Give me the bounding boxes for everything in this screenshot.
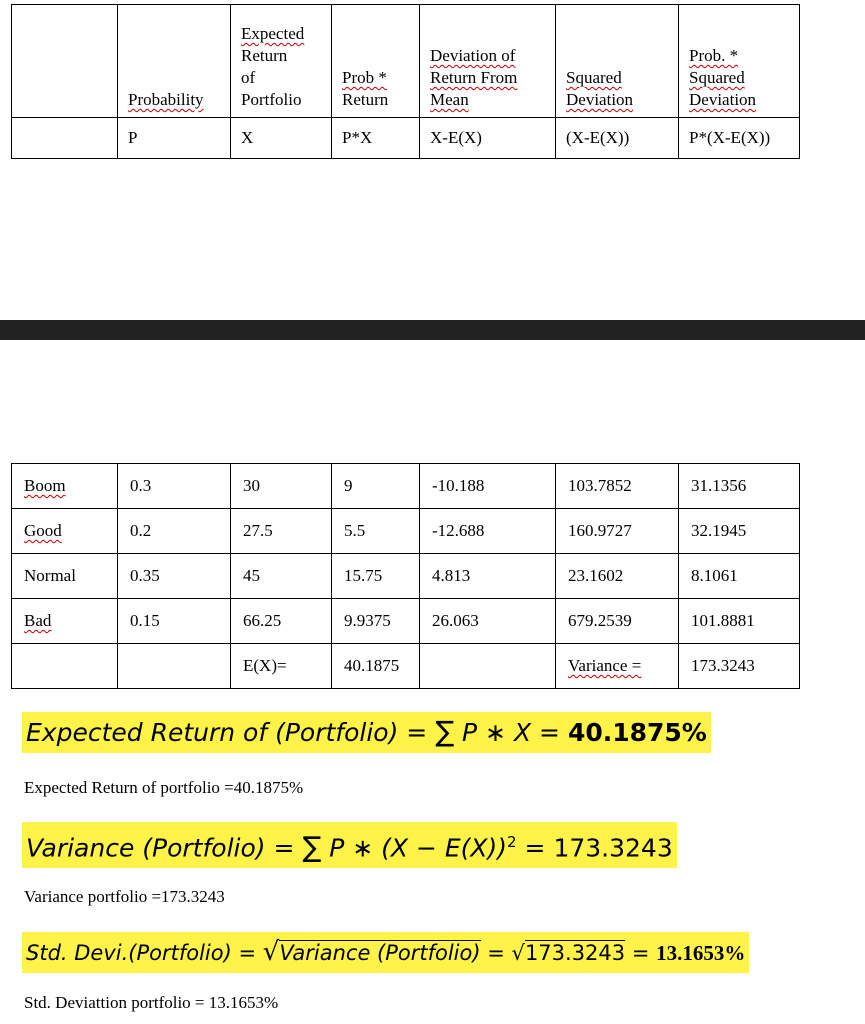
scenario-cell: Normal xyxy=(12,554,118,599)
symbol-cell xyxy=(12,118,118,159)
symbol-cell: (X-E(X)) xyxy=(556,118,679,159)
symbol-cell: P xyxy=(118,118,231,159)
table-cell: 31.1356 xyxy=(679,464,800,509)
table-cell: 30 xyxy=(231,464,332,509)
expected-return-text: Expected Return of portfolio =40.1875% xyxy=(24,778,304,797)
stddev-result: 13.1653% xyxy=(656,941,746,965)
header-prob-return: Prob * Return xyxy=(332,5,420,118)
header-prob-squared-deviation: Prob. * Squared Deviation xyxy=(679,5,800,118)
symbol-row xyxy=(12,118,800,159)
table-cell: 103.7852 xyxy=(556,464,679,509)
table-cell: 0.2 xyxy=(118,509,231,554)
table-cell: -12.688 xyxy=(420,509,556,554)
table-cell: 32.1945 xyxy=(679,509,800,554)
header-row xyxy=(12,5,800,118)
table-cell: 26.063 xyxy=(420,599,556,644)
variance-value: 173.3243 xyxy=(679,644,800,689)
table-cell xyxy=(420,644,556,689)
expected-return-result: 40.1875% xyxy=(567,718,707,747)
table-cell: 160.9727 xyxy=(556,509,679,554)
expected-label: E(X)= xyxy=(231,644,332,689)
stddev-text: Std. Deviattion portfolio = 13.1653% xyxy=(24,993,279,1012)
table-cell: -10.188 xyxy=(420,464,556,509)
table-cell: 27.5 xyxy=(231,509,332,554)
variance-result: 173.3243 xyxy=(553,833,673,863)
table-cell: 8.1061 xyxy=(679,554,800,599)
table-cell xyxy=(12,644,118,689)
symbol-cell: X xyxy=(231,118,332,159)
table-cell: 23.1602 xyxy=(556,554,679,599)
table-cell: 4.813 xyxy=(420,554,556,599)
scenario-cell: Boom xyxy=(12,464,118,509)
table-cell: 679.2539 xyxy=(556,599,679,644)
variance-text: Variance portfolio =173.3243 xyxy=(24,887,225,906)
divider-bar xyxy=(0,320,865,340)
scenario-cell: Good xyxy=(12,509,118,554)
table-cell: 0.3 xyxy=(118,464,231,509)
symbol-cell: P*(X-E(X)) xyxy=(679,118,800,159)
table-cell: 9 xyxy=(332,464,420,509)
table-row xyxy=(12,554,800,599)
table-row xyxy=(12,599,800,644)
table-cell: 9.9375 xyxy=(332,599,420,644)
data-table xyxy=(11,463,800,689)
symbol-cell: X-E(X) xyxy=(420,118,556,159)
header-probability: Probability xyxy=(118,5,231,118)
expected-return-formula: Expected Return of (Portfolio) = ∑ P ∗ X = 40.1875% xyxy=(22,712,711,753)
header-squared-deviation: Squared Deviation xyxy=(556,5,679,118)
table-row xyxy=(12,464,800,509)
table-cell: 66.25 xyxy=(231,599,332,644)
table-cell xyxy=(118,644,231,689)
header-expected-return: Expected Return of Portfolio xyxy=(231,5,332,118)
scenario-cell: Bad xyxy=(12,599,118,644)
symbol-cell: P*X xyxy=(332,118,420,159)
table-cell: 45 xyxy=(231,554,332,599)
table-cell: 101.8881 xyxy=(679,599,800,644)
summary-row xyxy=(12,644,800,689)
expected-value: 40.1875 xyxy=(332,644,420,689)
table-cell: 15.75 xyxy=(332,554,420,599)
header-cell-empty xyxy=(12,5,118,118)
variance-formula: Variance (Portfolio) = ∑ P ∗ $(X - E(X))^2 = 173.3243$ xyxy=(22,822,677,868)
table-cell: 0.35 xyxy=(118,554,231,599)
header-deviation: Deviation of Return From Mean xyxy=(420,5,556,118)
variance-label: Variance = xyxy=(556,644,679,689)
table-cell: 5.5 xyxy=(332,509,420,554)
header-table xyxy=(11,4,800,159)
table-row xyxy=(12,509,800,554)
stddev-formula: Std. Devi.(Portfolio) = √Variance (Portfolio) = √173.3243 = 13.1653% xyxy=(22,932,749,973)
table-cell: 0.15 xyxy=(118,599,231,644)
